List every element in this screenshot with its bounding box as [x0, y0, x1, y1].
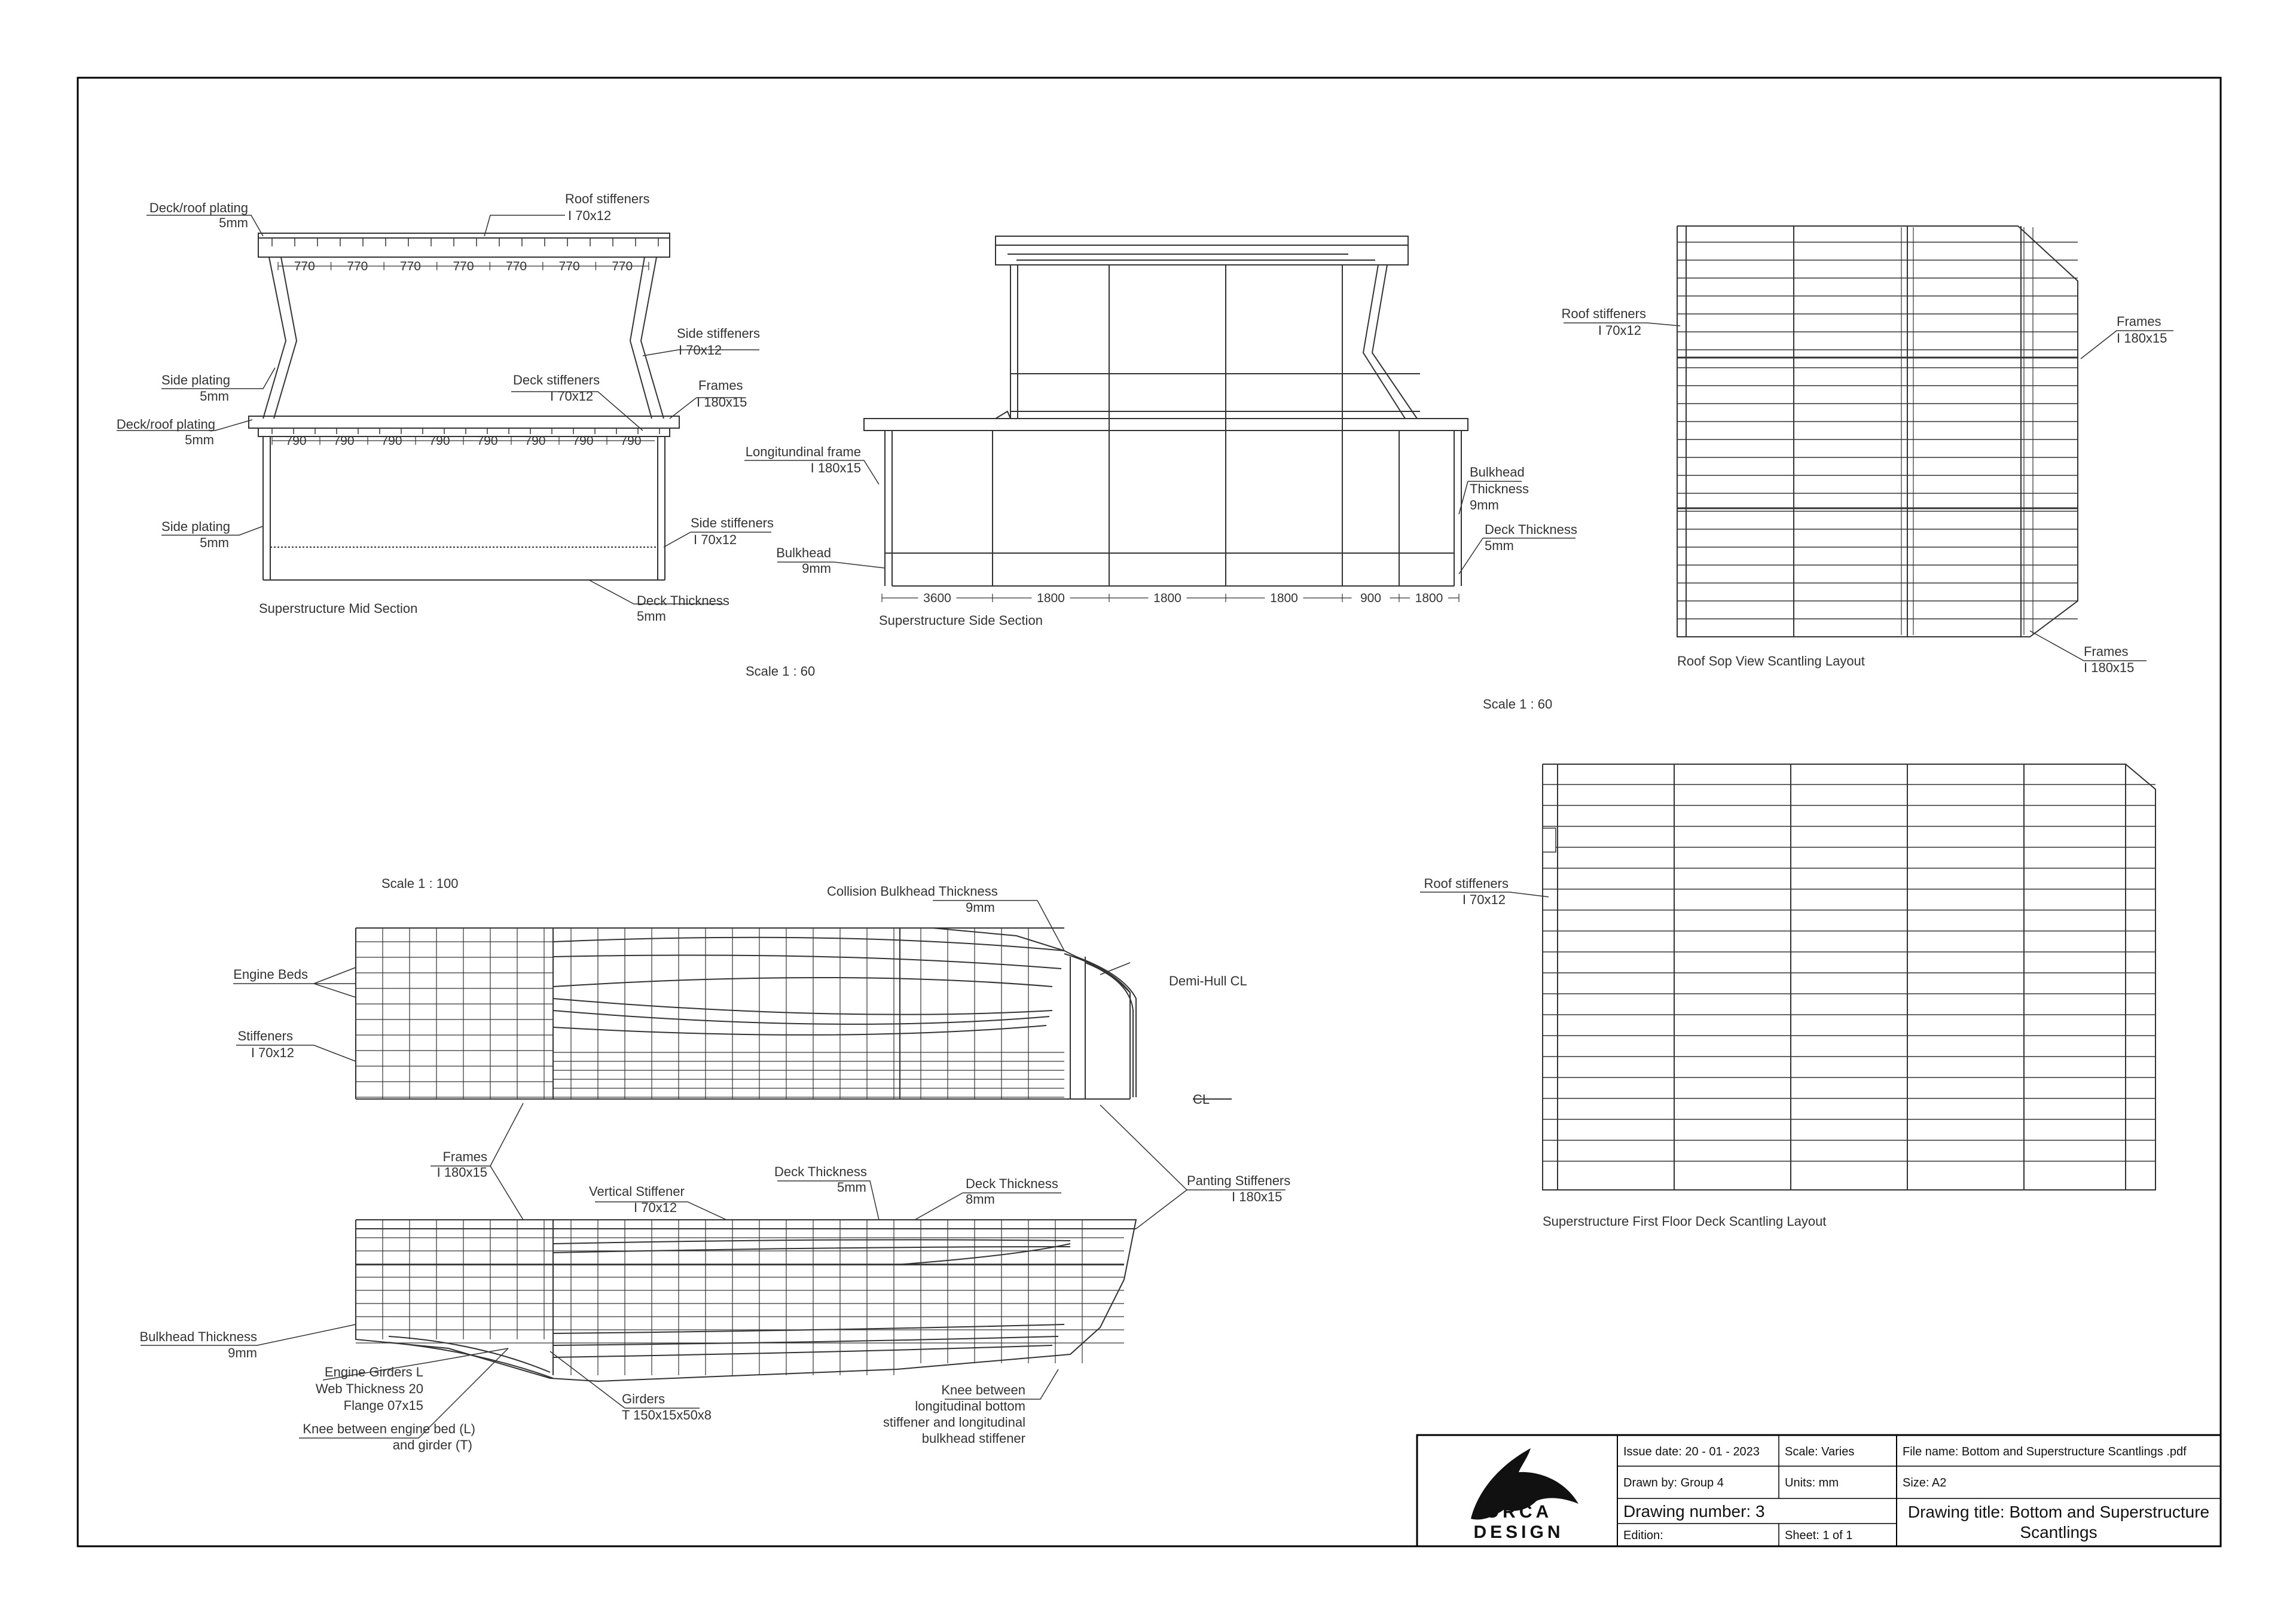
deck-spacing-label: 790: [620, 434, 642, 448]
label-bulkhead-thickness: Bulkhead: [1470, 465, 1525, 480]
label-knee-longitudinal-4: bulkhead stiffener: [921, 1431, 1025, 1446]
logo-orca: ORCA: [1485, 1502, 1553, 1522]
label-hull-bulkhead-thickness-val: 9mm: [228, 1345, 257, 1360]
label-girders: Girders: [622, 1391, 665, 1406]
deck-spacing-label: 790: [524, 434, 546, 448]
side-section-dims: [882, 590, 1459, 606]
roof-spacing-label: 770: [294, 260, 315, 273]
drawing-title-1: Drawing title: Bottom and Superstructure: [1907, 1503, 2210, 1521]
side-dim-label: 1800: [1270, 591, 1298, 605]
roof-spacing-label: 770: [612, 260, 633, 273]
label-engine-beds: Engine Beds: [233, 967, 308, 982]
label-deck-stiffeners-val: I 70x12: [550, 389, 594, 404]
label-knee-longitudinal-3: stiffener and longitudinal: [883, 1415, 1025, 1430]
label-stiffeners-val: I 70x12: [251, 1045, 294, 1060]
hull-side-leaders: [141, 1103, 1286, 1438]
label-vertical-stiffener-val: I 70x12: [634, 1200, 677, 1215]
label-engine-girders-web: Web Thickness 20: [315, 1381, 423, 1396]
label-roof-view-stiffeners-val: I 70x12: [1598, 323, 1641, 338]
label-collision-bulkhead-val: 9mm: [966, 900, 995, 915]
caption-first-floor: Superstructure First Floor Deck Scantling Layout: [1543, 1214, 1827, 1229]
label-demi-hull-cl: Demi-Hull CL: [1169, 973, 1247, 988]
label-engine-girders-flange: Flange 07x15: [343, 1398, 423, 1413]
label-knee-engine-bed-2: and girder (T): [392, 1437, 472, 1452]
label-panting-stiffeners-val: I 180x15: [1232, 1189, 1283, 1204]
label-bulkhead-thickness-2: Thickness: [1470, 481, 1529, 496]
label-deck-roof-plating-top-val: 5mm: [219, 215, 248, 230]
label-deck-thickness-8: Deck Thickness: [966, 1176, 1058, 1191]
label-deck-thickness-8-val: 8mm: [966, 1192, 995, 1207]
label-frames: Frames: [698, 378, 743, 393]
drawing-number: Drawing number: 3: [1623, 1502, 1765, 1521]
label-deck-thickness: Deck Thickness: [637, 593, 729, 608]
caption-mid-section: Superstructure Mid Section: [259, 601, 418, 616]
label-stiffeners: Stiffeners: [237, 1028, 293, 1043]
label-longitudinal-frame-val: I 180x15: [810, 460, 861, 475]
label-engine-girders: Engine Girders L: [324, 1364, 423, 1379]
roof-top-view: [1677, 226, 2078, 637]
label-side-stiffeners-lower: Side stiffeners: [691, 515, 774, 530]
roof-spacing-label: 770: [399, 260, 421, 273]
label-side-stiffeners-lower-val: I 70x12: [694, 532, 737, 547]
roof-spacing-label: 770: [347, 260, 368, 273]
caption-roof-top-view: Roof Sop View Scantling Layout: [1677, 654, 1865, 668]
label-deck-roof-plating-mid-val: 5mm: [185, 432, 214, 447]
size-field: Size: A2: [1903, 1476, 1947, 1489]
side-dim-label: 1800: [1415, 591, 1443, 605]
side-dim-label: 1800: [1153, 591, 1181, 605]
label-roof-view-stiffeners: Roof stiffeners: [1561, 306, 1646, 321]
logo-design: DESIGN: [1473, 1522, 1564, 1542]
hull-side-view: [356, 1220, 1136, 1381]
deck-spacing-label: 790: [572, 434, 594, 448]
label-side-plating-lower-val: 5mm: [200, 535, 229, 550]
label-hull-bulkhead-thickness: Bulkhead Thickness: [139, 1329, 257, 1344]
roof-spacing-label: 770: [453, 260, 474, 273]
label-deck-thickness-5: Deck Thickness: [774, 1164, 867, 1179]
title-block: [1417, 1435, 2221, 1546]
label-panting-stiffeners: Panting Stiffeners: [1187, 1173, 1291, 1188]
label-side-stiffeners-upper-val: I 70x12: [679, 343, 722, 358]
first-floor-labels: [1424, 876, 1827, 1229]
label-longitudinal-frame: Longitundinal frame: [745, 444, 861, 459]
side-dim-label: 1800: [1037, 591, 1065, 605]
label-side-deck-thickness: Deck Thickness: [1485, 522, 1577, 537]
roof-view-labels: [1562, 306, 2167, 675]
mid-section-labels: [117, 191, 774, 624]
label-bulkhead: Bulkhead: [776, 545, 831, 560]
label-roof-view-frames-top: Frames: [2117, 314, 2161, 329]
hull-top-labels: [233, 884, 1247, 1107]
label-deck-thickness-val: 5mm: [637, 609, 666, 624]
label-side-plating-upper: Side plating: [161, 373, 230, 387]
hull-top-leaders: [233, 900, 1130, 1061]
label-side-stiffeners-upper: Side stiffeners: [677, 326, 761, 341]
scale-hull: Scale 1 : 100: [381, 876, 459, 891]
side-section-view: [864, 236, 1468, 586]
roof-view-leaders: [1564, 323, 2173, 661]
mid-section-spacing-roof: [278, 260, 649, 273]
side-dim-label: 900: [1360, 591, 1382, 605]
deck-spacing-label: 790: [429, 434, 450, 448]
side-section-leaders: [744, 460, 1576, 574]
label-deck-stiffeners: Deck stiffeners: [513, 373, 600, 387]
roof-spacing-label: 770: [558, 260, 580, 273]
hull-side-labels: [140, 1149, 1291, 1452]
file-name: File name: Bottom and Superstructure Scantlings .pdf: [1903, 1445, 2187, 1458]
floor-notch: [1543, 828, 1556, 852]
scale-top-right: Scale 1 : 60: [1483, 697, 1553, 712]
label-deck-roof-plating-mid: Deck/roof plating: [116, 417, 215, 432]
drawing-title-2: Scantlings: [2020, 1523, 2097, 1541]
label-hull-frames-val: I 180x15: [436, 1165, 487, 1180]
label-roof-view-frames-top-val: I 180x15: [2117, 331, 2167, 346]
label-floor-stiffeners: Roof stiffeners: [1424, 876, 1509, 891]
label-roof-view-frames-bottom: Frames: [2084, 644, 2129, 659]
label-vertical-stiffener: Vertical Stiffener: [589, 1184, 685, 1199]
issue-date: Issue date: 20 - 01 - 2023: [1623, 1445, 1760, 1458]
label-side-plating-lower: Side plating: [161, 519, 230, 534]
label-side-deck-thickness-val: 5mm: [1485, 538, 1514, 553]
deck-spacing-label: 790: [477, 434, 498, 448]
deck-spacing-label: 790: [285, 434, 307, 448]
deck-spacing-label: 790: [333, 434, 355, 448]
label-frames-val: I 180x15: [697, 395, 747, 410]
roof-spacing-label: 770: [506, 260, 527, 273]
label-collision-bulkhead: Collision Bulkhead Thickness: [827, 884, 998, 899]
scale-field: Scale: Varies: [1785, 1445, 1855, 1458]
side-dim-label: 3600: [923, 591, 951, 605]
label-bulkhead-thickness-val: 9mm: [1470, 497, 1499, 512]
hull-top-view: [356, 928, 1232, 1099]
label-knee-longitudinal: Knee between: [941, 1382, 1025, 1397]
label-deck-thickness-5-val: 5mm: [837, 1180, 866, 1195]
first-floor-view: [1543, 764, 2155, 1190]
label-girders-val: T 150x15x50x8: [622, 1408, 712, 1422]
label-roof-stiffeners-val: I 70x12: [568, 208, 612, 223]
edition-field: Edition:: [1623, 1529, 1663, 1542]
caption-side-section: Superstructure Side Section: [879, 613, 1043, 628]
label-roof-stiffeners: Roof stiffeners: [565, 191, 650, 206]
scale-top-left: Scale 1 : 60: [746, 664, 816, 679]
label-side-plating-upper-val: 5mm: [200, 389, 229, 404]
label-knee-longitudinal-2: longitudinal bottom: [915, 1399, 1025, 1414]
deck-spacing-label: 790: [381, 434, 402, 448]
label-roof-view-frames-bottom-val: I 180x15: [2084, 660, 2135, 675]
drawn-by: Drawn by: Group 4: [1623, 1476, 1724, 1489]
label-floor-stiffeners-val: I 70x12: [1462, 892, 1506, 907]
label-hull-frames: Frames: [442, 1149, 487, 1164]
label-bulkhead-val: 9mm: [802, 561, 831, 576]
label-deck-roof-plating-top: Deck/roof plating: [149, 200, 248, 215]
label-cl: CL: [1193, 1092, 1210, 1107]
units-field: Units: mm: [1785, 1476, 1839, 1489]
label-knee-engine-bed: Knee between engine bed (L): [303, 1421, 475, 1436]
sheet-border: [78, 78, 2221, 1546]
sheet-field: Sheet: 1 of 1: [1785, 1529, 1853, 1542]
